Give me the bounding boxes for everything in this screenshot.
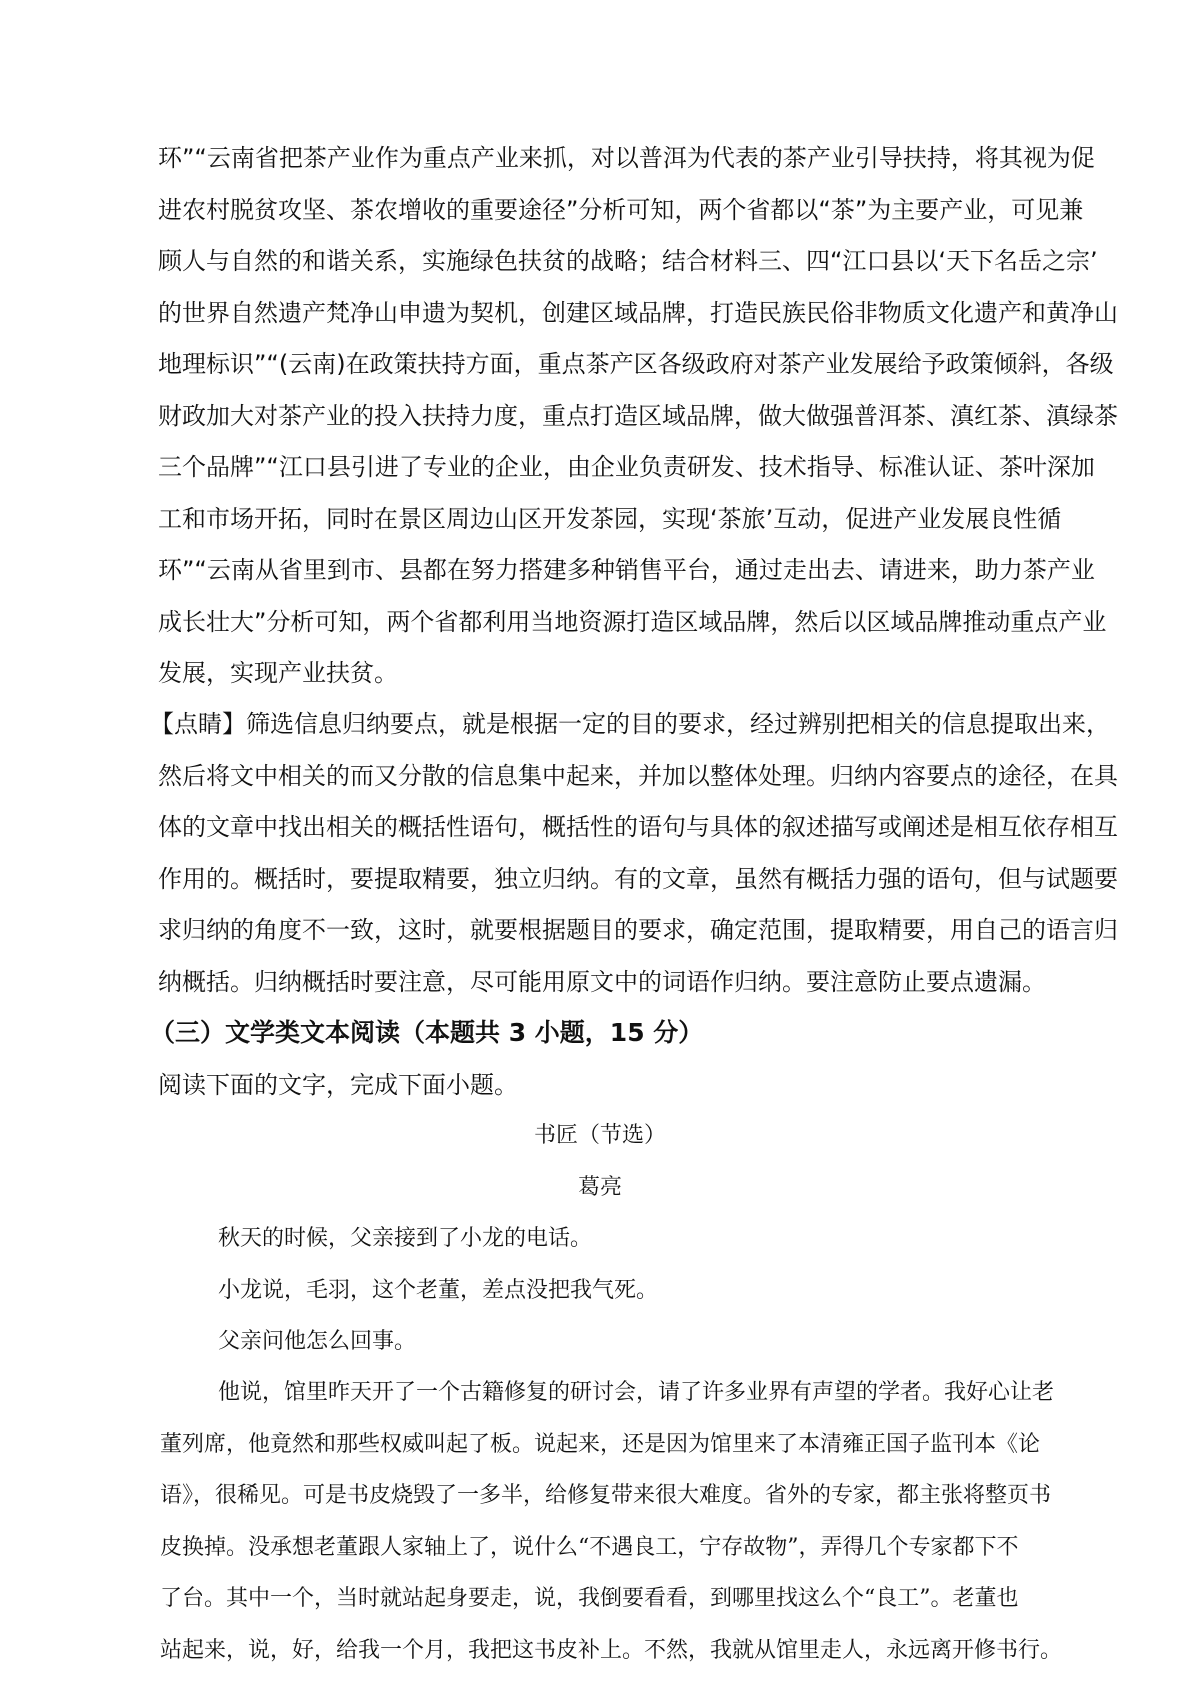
tip-line: 求归纳的角度不一致，这时，就要根据题目的要求，确定范围，提取精要，用自己的语言归 <box>158 916 1118 944</box>
story-line: 父亲问他怎么回事。 <box>218 1329 417 1354</box>
tip-line: 纳概括。归纳概括时要注意，尽可能用原文中的词语作归纳。要注意防止要点遗漏。 <box>158 968 1046 996</box>
analysis-line: 发展，实现产业扶贫。 <box>158 659 398 687</box>
analysis-line: 的世界自然遗产梵净山申遗为契机，创建区域品牌，打造民族民俗非物质文化遗产和黄净山 <box>158 299 1118 327</box>
story-line: 小龙说，毛羽，这个老董，差点没把我气死。 <box>218 1278 659 1303</box>
analysis-line: 地理标识”“(云南)在政策扶持方面，重点茶产区各级政府对茶产业发展给予政策倾斜，各级 <box>158 350 1114 378</box>
story-line: 站起来，说，好，给我一个月，我把这书皮补上。不然，我就从馆里走人，永远离开修书行。 <box>160 1638 1063 1663</box>
analysis-line: 环”“云南省把茶产业作为重点产业来抓，对以普洱为代表的茶产业引导扶持，将其视为促 <box>158 144 1095 172</box>
tip-line: 【点睛】筛选信息归纳要点，就是根据一定的目的要求，经过辨别把相关的信息提取出来， <box>150 710 1110 738</box>
story-line: 秋天的时候，父亲接到了小龙的电话。 <box>218 1226 593 1251</box>
analysis-line: 顾人与自然的和谐关系，实施绿色扶贫的战略；结合材料三、四“江口县以‘天下名岳之宗’ <box>158 247 1098 275</box>
section-heading: （三）文学类文本阅读（本题共 3 小题，15 分） <box>150 1018 704 1047</box>
analysis-line: 进农村脱贫攻坚、茶农增收的重要途径”分析可知，两个省都以“茶”为主要产业，可见兼 <box>158 196 1084 224</box>
story-line: 董列席，他竟然和那些权威叫起了板。说起来，还是因为馆里来了本清雍正国子监刊本《论 <box>160 1432 1041 1457</box>
instruction-text: 阅读下面的文字，完成下面小题。 <box>158 1071 518 1099</box>
story-line: 皮换掉。没承想老董跟人家轴上了，说什么“不遇良工，宁存故物”，弄得几个专家都下不 <box>160 1535 1019 1560</box>
story-line: 他说，馆里昨天开了一个古籍修复的研讨会，请了许多业界有声望的学者。我好心让老 <box>218 1380 1055 1405</box>
story-line: 了台。其中一个，当时就站起身要走，说，我倒要看看，到哪里找这么个“良工”。老董也 <box>160 1586 1019 1611</box>
analysis-line: 三个品牌”“江口县引进了专业的企业，由企业负责研发、技术指导、标准认证、茶叶深加 <box>158 453 1095 481</box>
analysis-line: 成长壮大”分析可知，两个省都利用当地资源打造区域品牌，然后以区域品牌推动重点产业 <box>158 608 1107 636</box>
tip-line: 体的文章中找出相关的概括性语句，概括性的语句与具体的叙述描写或阐述是相互依存相互 <box>158 813 1118 841</box>
tip-line: 然后将文中相关的而又分散的信息集中起来，并加以整体处理。归纳内容要点的途径，在具 <box>158 762 1118 790</box>
tip-line: 作用的。概括时，要提取精要，独立归纳。有的文章，虽然有概括力强的语句，但与试题要 <box>158 865 1118 893</box>
story-title: 书匠（节选） <box>533 1123 666 1148</box>
story-author: 葛亮 <box>577 1175 622 1200</box>
analysis-line: 工和市场开拓，同时在景区周边山区开发茶园，实现‘茶旅’互动，促进产业发展良性循 <box>158 505 1062 533</box>
analysis-line: 环”“云南从省里到市、县都在努力搭建多种销售平台，通过走出去、请进来，助力茶产业 <box>158 556 1095 584</box>
analysis-line: 财政加大对茶产业的投入扶持力度，重点打造区域品牌，做大做强普洱茶、滇红茶、滇绿茶 <box>158 402 1118 430</box>
story-line: 语》，很稀见。可是书皮烧毁了一多半，给修复带来很大难度。省外的专家，都主张将整页书 <box>160 1483 1052 1508</box>
